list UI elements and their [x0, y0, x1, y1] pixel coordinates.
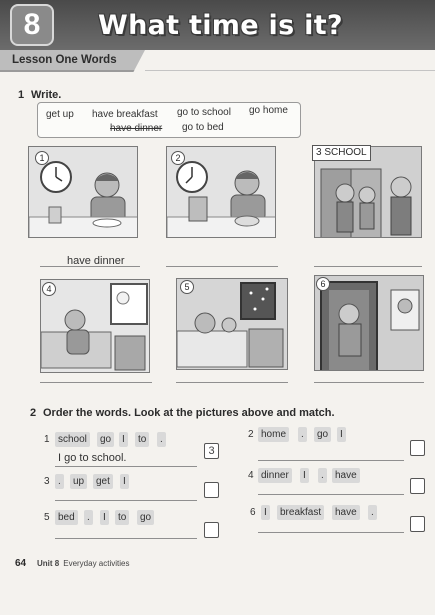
picture-5-go-to-bed — [176, 278, 288, 370]
picture-number: 2 — [171, 151, 185, 165]
word-box-item: go to bed — [182, 122, 224, 133]
word-chip: to — [135, 432, 149, 447]
exercise-2-instruction: Order the words. Look at the pictures above and match. — [43, 407, 335, 419]
picture-4-get-up — [40, 279, 150, 373]
sentence-1-answer-line — [55, 466, 197, 467]
word-chip: have — [332, 468, 360, 483]
answer-line-picture-3[interactable] — [314, 266, 422, 267]
word-box-item: go to school — [177, 107, 231, 118]
word-chip: I — [261, 505, 270, 520]
unit-title: What time is it? — [98, 10, 343, 41]
sentence-6-answer-line[interactable] — [258, 532, 404, 533]
word-chip: I — [100, 510, 109, 525]
exercise-1-instruction: Write. — [31, 89, 62, 101]
boy-going-to-bed-illustration — [177, 279, 288, 370]
footer-unit: Unit 8 — [37, 559, 60, 568]
match-box-3[interactable] — [204, 482, 219, 498]
match-box-2[interactable] — [410, 440, 425, 456]
sentence-5-answer-line[interactable] — [55, 538, 197, 539]
match-box-6[interactable] — [410, 516, 425, 532]
match-box-1[interactable]: 3 — [204, 443, 219, 459]
footer-unit-label — [37, 559, 129, 568]
word-chip: go — [314, 427, 331, 442]
word-chip: have — [332, 505, 360, 520]
handwritten-answer-picture-1: have dinner — [67, 255, 125, 267]
sentence-number: 5 — [44, 512, 50, 523]
word-box-item: have breakfast — [92, 109, 158, 120]
sentence-3-answer-line[interactable] — [55, 500, 197, 501]
match-box-5[interactable] — [204, 522, 219, 538]
sentence-4-answer-line[interactable] — [258, 494, 404, 495]
answer-line-picture-4[interactable] — [40, 382, 152, 383]
word-box — [37, 102, 301, 138]
word-chip: dinner — [258, 468, 292, 483]
answer-line-picture-5[interactable] — [176, 382, 288, 383]
sentence-number: 4 — [248, 470, 254, 481]
word-chip: get — [93, 474, 113, 489]
answer-line-picture-2[interactable] — [166, 266, 278, 267]
word-chip: . — [318, 468, 327, 483]
footer-unit-topic: Everyday activities — [63, 559, 130, 568]
word-chip: . — [84, 510, 93, 525]
picture-number: 5 — [180, 280, 194, 294]
word-chip: I — [119, 432, 128, 447]
match-box-4[interactable] — [410, 478, 425, 494]
boy-going-home-illustration — [315, 276, 424, 371]
lesson-title: Lesson One Words — [12, 54, 117, 66]
sentence-number: 6 — [250, 507, 256, 518]
word-chip: go — [137, 510, 154, 525]
sentence-number: 1 — [44, 434, 50, 445]
word-chip: to — [115, 510, 129, 525]
word-chip: bed — [55, 510, 78, 525]
picture-number: 6 — [316, 277, 330, 291]
picture-6-go-home — [314, 275, 424, 371]
picture-number: 3 — [316, 147, 322, 158]
handwritten-sentence-1: I go to school. — [58, 452, 127, 464]
word-chip: go — [97, 432, 114, 447]
sentence-2-answer-line[interactable] — [258, 460, 404, 461]
word-chip: . — [157, 432, 166, 447]
boy-getting-up-illustration — [41, 280, 150, 373]
sentence-number: 2 — [248, 429, 254, 440]
exercise-1-number: 1 — [18, 89, 25, 101]
word-chip: I — [300, 468, 309, 483]
word-chip: school — [55, 432, 90, 447]
sentence-number: 3 — [44, 476, 50, 487]
school-sign-text: SCHOOL — [324, 147, 367, 158]
word-box-item-crossed: have dinner — [110, 123, 163, 134]
word-chip: . — [55, 474, 64, 489]
picture-number: 1 — [35, 151, 49, 165]
word-chip: up — [70, 474, 87, 489]
word-box-item: get up — [46, 109, 74, 120]
word-box-item: go home — [249, 105, 288, 116]
picture-number: 4 — [42, 282, 56, 296]
word-chip: I — [337, 427, 346, 442]
answer-line-picture-6[interactable] — [314, 382, 424, 383]
word-chip: home — [258, 427, 289, 442]
header-rule — [145, 70, 435, 71]
word-chip: I — [120, 474, 129, 489]
word-chip: breakfast — [277, 505, 324, 520]
word-chip: . — [368, 505, 377, 520]
word-chip: . — [298, 427, 307, 442]
school-sign — [312, 145, 371, 161]
exercise-2-number: 2 — [30, 407, 37, 419]
unit-number-badge: 8 — [10, 4, 54, 46]
page-number: 64 — [15, 558, 27, 569]
